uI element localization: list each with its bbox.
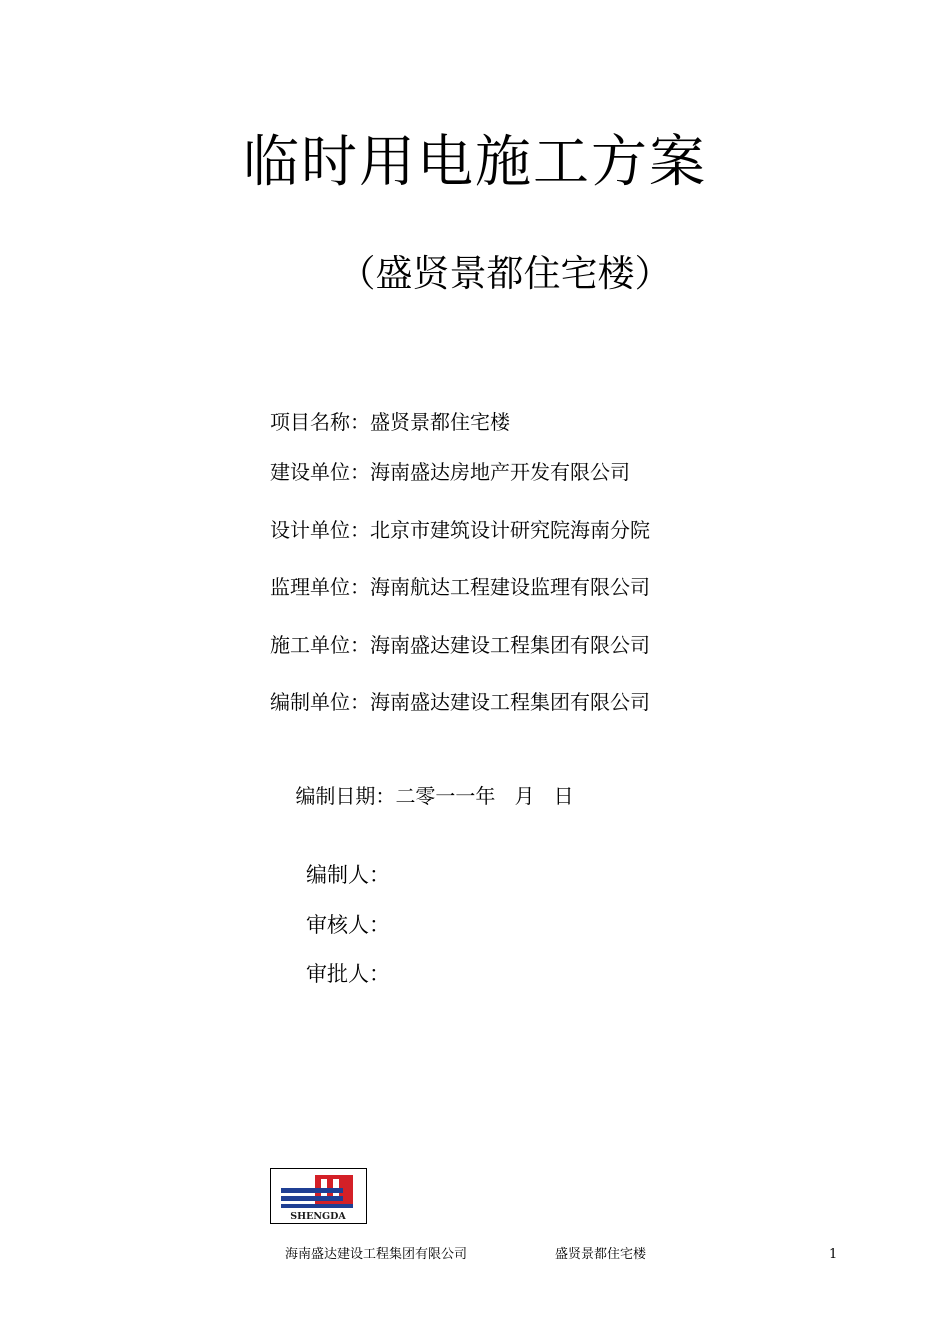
info-value: 海南盛达房地产开发有限公司 (370, 460, 630, 484)
logo-wordmark: SHENGDA (290, 1211, 346, 1222)
info-label: 建设单位： (270, 460, 370, 484)
document-subtitle: （盛贤景都住宅楼） (338, 252, 672, 295)
info-label: 编制单位： (270, 690, 370, 714)
info-label: 监理单位： (270, 575, 370, 599)
company-logo (270, 1168, 367, 1224)
shengda-logo-icon (271, 1169, 365, 1222)
page-number: 1 (829, 1247, 838, 1262)
footer-company: 海南盛达建设工程集团有限公司 (285, 1247, 468, 1262)
info-value: 二零一一年 月 日 (395, 784, 574, 808)
signature-reviewer: 审核人： (306, 913, 390, 937)
info-row-construction-unit (270, 454, 630, 490)
document-title: 临时用电施工方案 (243, 130, 707, 195)
info-value: 海南盛达建设工程集团有限公司 (370, 690, 650, 714)
footer-project: 盛贤景都住宅楼 (555, 1247, 647, 1262)
info-label: 项目名称： (270, 410, 370, 434)
info-label: 设计单位： (270, 518, 370, 542)
signature-compiler: 编制人： (306, 863, 390, 887)
logo-blue-bar-bottom (281, 1204, 353, 1208)
info-row-supervision-unit (270, 569, 650, 605)
logo-blue-bar-middle (281, 1196, 343, 1201)
info-row-design-unit (270, 512, 650, 548)
info-value: 北京市建筑设计研究院海南分院 (370, 518, 650, 542)
info-row-project-name (270, 404, 510, 440)
signature-approver: 审批人： (306, 962, 390, 986)
info-label: 编制日期： (295, 784, 396, 808)
info-value: 海南盛达建设工程集团有限公司 (370, 633, 650, 657)
logo-blue-bar-top (281, 1188, 343, 1193)
info-row-contractor-unit (270, 627, 650, 663)
info-row-compiling-unit (270, 684, 650, 720)
info-row-compiling-date (270, 742, 574, 850)
info-value: 盛贤景都住宅楼 (370, 410, 510, 434)
info-label: 施工单位： (270, 633, 370, 657)
info-value: 海南航达工程建设监理有限公司 (370, 575, 650, 599)
